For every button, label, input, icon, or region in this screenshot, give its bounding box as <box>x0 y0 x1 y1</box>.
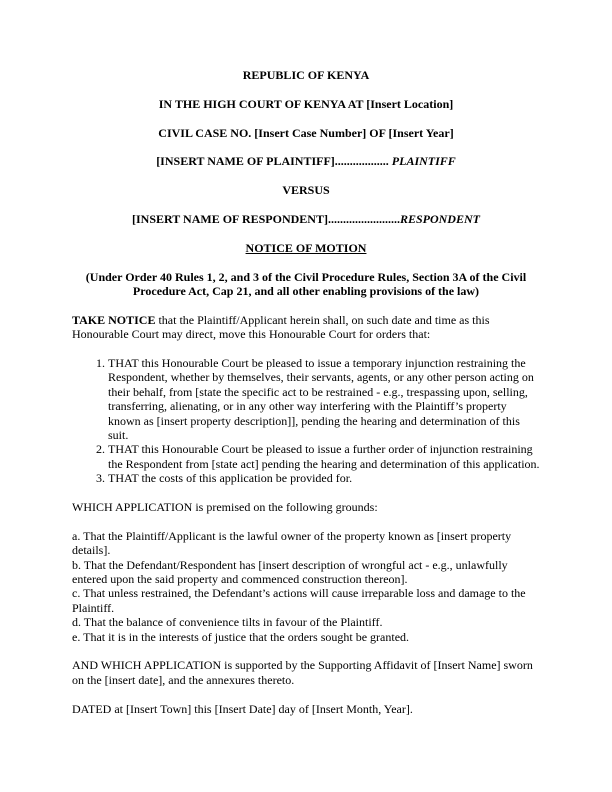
versus-line: VERSUS <box>282 183 330 198</box>
case-number-heading: CIVIL CASE NO. [Insert Case Number] OF [Insert Year] <box>158 125 454 140</box>
dated-paragraph: DATED at [Insert Town] this [Insert Date] day of [Insert Month, Year]. <box>72 701 413 716</box>
ground-b: b. That the Defendant/Respondent has [insert description of wrongful act - e.g., unlawfully entered upon the said property and commenced construction thereon]. <box>72 557 508 587</box>
ground-a: a. That the Plaintiff/Applicant is the lawful owner of the property known as [insert property details]. <box>72 528 512 558</box>
orders-list <box>72 356 540 486</box>
plaintiff-dotted-leader: .................. <box>334 154 392 169</box>
respondent-dotted-leader: ........................ <box>327 211 400 226</box>
ground-e: e. That it is in the interests of justice that the orders sought be granted. <box>72 629 410 644</box>
ground-d: d. That the balance of convenience tilts in favour of the Plaintiff. <box>72 615 383 630</box>
respondent-name: [INSERT NAME OF RESPONDENT] <box>132 211 328 226</box>
order-item-1: 1. THAT this Honourable Court be pleased to issue a temporary injunction restraining the Respondent, whether by themselves, their servants, agents, or any other person acting on their behalf, from [state the specific act to be restrained - e.g., trespassing upon, selling, transferring, alienating, or in any other way interfering with the Plaintiff’s property known as [insert property description]], pending the hearing and determination of this suit. <box>108 356 540 442</box>
plaintiff-line <box>72 154 540 168</box>
respondent-label: RESPONDENT <box>399 211 480 226</box>
supported-by-paragraph: AND WHICH APPLICATION is supported by the Supporting Affidavit of [Insert Name] sworn on the [insert date], and the annexures thereto. <box>72 658 533 687</box>
court-heading: IN THE HIGH COURT OF KENYA AT [Insert Location] <box>158 96 454 111</box>
which-application-paragraph: WHICH APPLICATION is premised on the following grounds: <box>72 500 378 515</box>
order-item-2: 2. THAT this Honourable Court be pleased to issue a further order of injunction restraining the Respondent from [state act] pending the hearing and determination of this application. <box>108 442 540 471</box>
take-notice-paragraph <box>72 313 540 342</box>
take-notice-lead: TAKE NOTICE <box>72 312 156 327</box>
take-notice-rest: that the Plaintiff/Applicant herein shall, on such date and time as this Honourable Court may direct, move this Honourable Court for orders that: <box>72 312 490 342</box>
respondent-line <box>72 212 540 226</box>
ground-c: c. That unless restrained, the Defendant’s actions will cause irreparable loss and damage to the Plaintiff. <box>72 586 526 615</box>
plaintiff-label: PLAINTIFF <box>391 154 456 169</box>
document-subtitle: (Under Order 40 Rules 1, 2, and 3 of the Civil Procedure Rules, Section 3A of the Civil Procedure Act, Cap 21, and all other enabling provisions of the law) <box>85 269 527 298</box>
order-item-3: 3. THAT the costs of this application be provided for. <box>108 471 540 485</box>
document-title: NOTICE OF MOTION <box>245 240 367 255</box>
republic-heading: REPUBLIC OF KENYA <box>242 68 370 82</box>
grounds-list <box>72 529 540 644</box>
plaintiff-name: [INSERT NAME OF PLAINTIFF] <box>156 154 335 169</box>
